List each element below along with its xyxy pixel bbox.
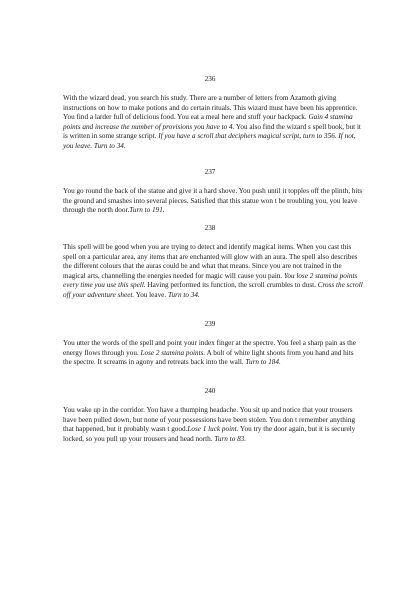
instruction-text: If you have a scroll that deciphers magical script, turn to 356. If not, you leave. Turn to 34. (63, 132, 356, 150)
section-text-236 (63, 94, 363, 151)
text-run: A bolt of white light shoots from you hand and hits the spectre. It screams in agony and retreats back into the wall. (63, 348, 354, 366)
section-text-237 (63, 187, 363, 216)
text-run: You wake up in the corridor. You have a thumping headache. You sit up and notice that your trousers have been pulled down, but none of your possessions have been stolen. You don t remember anything that happened, but it probably wasn t good. (63, 406, 356, 433)
instruction-text: Gain 4 stamina points and increase the number of provisions you have to 4. (63, 113, 353, 131)
section-number-240: 240 (204, 387, 216, 395)
instruction-text: Turn to 34. (167, 290, 200, 299)
text-run: Having performed its function, the scroll crumbles to dust. (145, 281, 318, 289)
section-number-239: 239 (204, 320, 216, 328)
instruction-text: Lose 1 luck point. (187, 425, 239, 433)
instruction-text: Cross the scroll off your adventure sheet. (63, 281, 363, 299)
text-run: You utter the words of the spell and point your index finger at the spectre. You feel a sharp pain as the energy flows through you. (63, 339, 356, 357)
instruction-text: Lose 2 stamina points. (140, 348, 206, 357)
text-run: You go round the back of the statue and give it a hard shove. You push until it topples off the plinth, hits the ground and smashes into several pieces. Satisfied that this statue won t be troubling you, you leave through the north door. (63, 187, 363, 214)
instruction-text: Turn to 83. (214, 434, 247, 443)
section-number-237: 237 (204, 168, 216, 176)
text-run: With the wizard dead, you search his study. There are a number of letters from Azamoth giving instructions on how to make potions and do certain rituals. This wizard must have been his apprentice. You find a larder full of delicious food. You eat a meal here and stuff your backpack. (63, 94, 358, 121)
section-text-239 (63, 339, 363, 368)
instruction-text: Turn to 184. (245, 358, 281, 366)
instruction-text: You lose 2 stamina points every time you use this spell. (63, 271, 358, 289)
text-run: This spell will be good when you are trying to detect and identify magical items. When you cast this spell on a particular area, any items that are enchanted will glow with an aura. The spell also describes the different colours that the auras could be and what that means. Since you are not trained in the magical arts, channelling the energies needed for magic will cause you pain. (63, 243, 358, 280)
section-number-236: 236 (204, 75, 216, 83)
section-text-240 (63, 406, 363, 444)
text-run: You also find the wizard s spell book, but it is written in some strange script. (63, 122, 361, 140)
instruction-text: Turn to 191. (129, 206, 165, 214)
text-run: You try the door again, but it is securely locked, so you pull up your trousers and head north. (63, 425, 356, 443)
text-run: You leave. (134, 290, 168, 299)
section-number-238: 238 (204, 224, 216, 232)
section-text-238 (63, 243, 363, 300)
